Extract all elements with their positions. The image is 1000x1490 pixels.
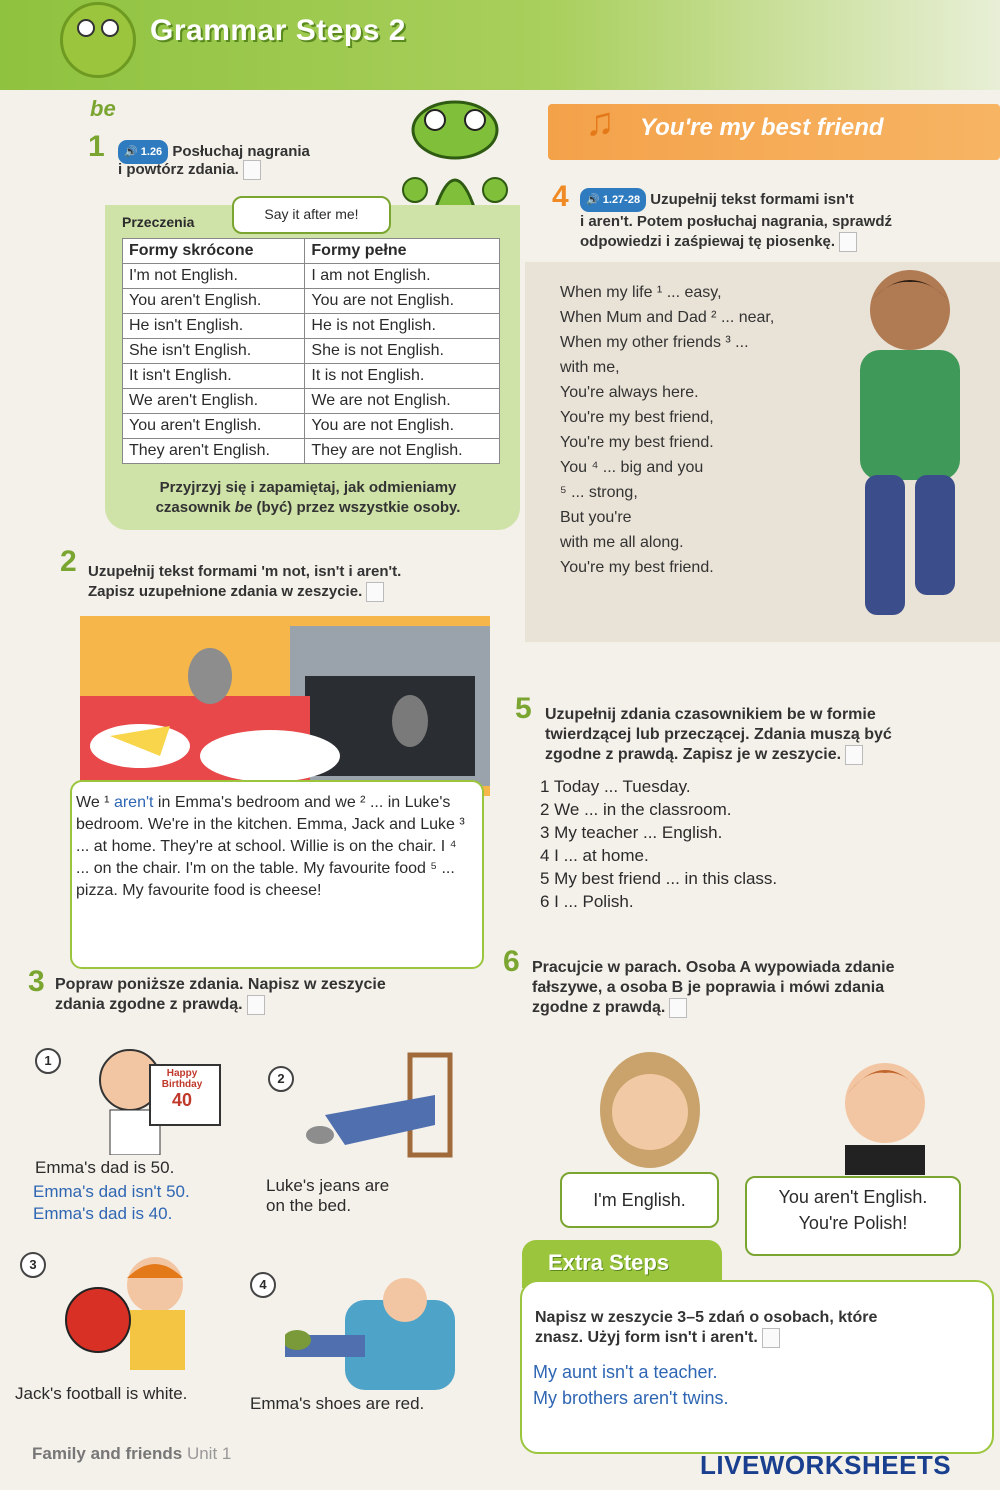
table-cell: It is not English. bbox=[305, 364, 500, 389]
pic-caption: Luke's jeans are on the bed. bbox=[266, 1176, 390, 1215]
grammar-note: Przyjrzyj się i zapamiętaj, jak odmieniamy czasownik be (być) przez wszystkie osoby. bbox=[155, 479, 461, 516]
ex5-number: 5 bbox=[515, 692, 532, 725]
list-item: 3 My teacher ... English. bbox=[540, 823, 723, 842]
audio-icon[interactable]: 🔊 1.27-28 bbox=[580, 188, 646, 212]
song-lyrics bbox=[560, 280, 774, 580]
table-cell: She is not English. bbox=[305, 339, 500, 364]
story-text: We ¹ aren't in Emma's bedroom and we ² ... in Luke's bedroom. We're in the kitchen. Emma, Jack and Luke ³ ... at home. They're at school. Willie is on the chair. I ⁴ ... on the chair. I'm on the table. My favourite food ⁵ ... pizza. My favourite food is cheese! bbox=[76, 794, 465, 899]
ex4-instruction: 🔊 1.27-28 Uzupełnij tekst formami isn't i aren't. Potem posłuchaj nagrania, sprawdź odpowiedzi i zaśpiewaj tę piosenkę. bbox=[580, 188, 990, 252]
kitchen-illustration bbox=[80, 616, 490, 796]
notebook-icon bbox=[366, 582, 384, 602]
ex2-instruction: Uzupełnij tekst formami 'm not, isn't i aren't. Zapisz uzupełnione zdania w zeszycie. bbox=[88, 562, 401, 602]
page-title: Grammar Steps 2 bbox=[150, 14, 406, 47]
notebook-icon bbox=[845, 745, 863, 765]
lyric-line: You're my best friend, bbox=[560, 409, 714, 426]
boy2-photo bbox=[835, 1045, 935, 1175]
boy-photo bbox=[830, 260, 980, 630]
lyric-line: When Mum and Dad ² ... near, bbox=[560, 309, 775, 326]
birthday-sign: Happy Birthday 40 bbox=[161, 1068, 203, 1110]
extra-steps-title: Extra Steps bbox=[548, 1250, 670, 1275]
notebook-icon bbox=[839, 232, 857, 252]
lyric-line: When my life ¹ ... easy, bbox=[560, 284, 722, 301]
lyric-line: When my other friends ³ ... bbox=[560, 334, 749, 351]
pic-number: 1 bbox=[35, 1048, 61, 1074]
song-title: You're my best friend bbox=[640, 114, 884, 141]
ex1-instruction: 🔊 1.26 Posłuchaj nagrania bbox=[118, 140, 310, 164]
audio-icon[interactable]: 🔊 1.26 bbox=[118, 140, 168, 164]
pic-number: 3 bbox=[20, 1252, 46, 1278]
col-header: Formy pełne bbox=[305, 239, 500, 264]
table-cell: I'm not English. bbox=[123, 264, 305, 289]
notebook-icon bbox=[762, 1328, 780, 1348]
table-cell: He isn't English. bbox=[123, 314, 305, 339]
jeans-illustration bbox=[285, 1045, 460, 1165]
list-item: 1 Today ... Tuesday. bbox=[540, 777, 691, 796]
notebook-icon bbox=[247, 995, 265, 1015]
mascot-icon bbox=[60, 2, 136, 78]
ex3-instruction: Popraw poniższe zdania. Napisz w zeszycie zdania zgodne z prawdą. bbox=[55, 976, 386, 1014]
lyric-line: You ⁴ ... big and you bbox=[560, 459, 704, 476]
extra-example: My brothers aren't twins. bbox=[533, 1388, 729, 1408]
lyric-line: You're my best friend. bbox=[560, 434, 714, 451]
table-cell: You are not English. bbox=[305, 289, 500, 314]
pic-number: 4 bbox=[250, 1272, 276, 1298]
ex6-instruction: Pracujcie w parach. Osoba A wypowiada zdanie fałszywe, a osoba B je poprawia i mówi zdania zgodne z prawdą. bbox=[532, 959, 895, 1017]
table-label: Przeczenia bbox=[122, 214, 195, 230]
table-cell: You are not English. bbox=[305, 414, 500, 439]
football-illustration bbox=[60, 1250, 210, 1380]
speak-icon bbox=[669, 998, 687, 1018]
list-item: 5 My best friend ... in this class. bbox=[540, 869, 778, 888]
shoes-illustration bbox=[285, 1270, 460, 1395]
extra-instruction: Napisz w zeszycie 3–5 zdań o osobach, które znasz. Użyj form isn't i aren't. bbox=[535, 1309, 878, 1347]
table-cell: He is not English. bbox=[305, 314, 500, 339]
lyric-line: with me all along. bbox=[560, 534, 684, 551]
table-cell: We aren't English. bbox=[123, 389, 305, 414]
table-cell: They aren't English. bbox=[123, 439, 305, 464]
ex2-number: 2 bbox=[60, 545, 77, 578]
lyric-line: But you're bbox=[560, 509, 632, 526]
table-cell: You aren't English. bbox=[123, 289, 305, 314]
pic-caption: Jack's football is white. bbox=[15, 1384, 188, 1403]
table-cell: You aren't English. bbox=[123, 414, 305, 439]
table-cell: They are not English. bbox=[305, 439, 500, 464]
section-label: be bbox=[90, 96, 116, 121]
table-cell: She isn't English. bbox=[123, 339, 305, 364]
footer-label: Family and friends Unit 1 bbox=[32, 1444, 232, 1463]
list-item: 6 I ... Polish. bbox=[540, 892, 634, 911]
pic-number: 2 bbox=[268, 1066, 294, 1092]
speak-icon bbox=[243, 160, 261, 180]
ex5-instruction: Uzupełnij zdania czasownikiem be w formie twierdzącej lub przeczącej. Zdania muszą być zgodne z prawdą. Zapisz je w zeszycie. bbox=[545, 706, 892, 764]
lyric-line: with me, bbox=[560, 359, 620, 376]
extra-example: My aunt isn't a teacher. bbox=[533, 1362, 718, 1382]
grammar-table bbox=[122, 238, 500, 464]
pic-caption: Emma's shoes are red. bbox=[250, 1394, 425, 1413]
table-cell: We are not English. bbox=[305, 389, 500, 414]
girl-photo bbox=[595, 1050, 705, 1180]
table-cell: I am not English. bbox=[305, 264, 500, 289]
lyric-line: You're my best friend. bbox=[560, 559, 714, 576]
ex5-list bbox=[540, 775, 777, 913]
pic-caption: Emma's dad is 50. bbox=[35, 1158, 175, 1177]
answer-text: Emma's dad is 40. bbox=[33, 1204, 173, 1223]
lyric-line: ⁵ ... strong, bbox=[560, 484, 638, 501]
boy-speech-bubble: You aren't English. You're Polish! bbox=[745, 1176, 961, 1256]
answer-text: Emma's dad isn't 50. bbox=[33, 1182, 190, 1201]
list-item: 4 I ... at home. bbox=[540, 846, 649, 865]
music-note-icon: ♫ bbox=[585, 100, 615, 144]
ex4-number: 4 bbox=[552, 180, 569, 213]
table-cell: It isn't English. bbox=[123, 364, 305, 389]
ex3-number: 3 bbox=[28, 965, 45, 998]
girl-speech-bubble: I'm English. bbox=[560, 1172, 719, 1228]
ex1-instruction-2: i powtórz zdania. bbox=[118, 160, 261, 180]
list-item: 2 We ... in the classroom. bbox=[540, 800, 732, 819]
col-header: Formy skrócone bbox=[123, 239, 305, 264]
ex1-number: 1 bbox=[88, 130, 105, 163]
ex6-number: 6 bbox=[503, 945, 520, 978]
watermark: LIVEWORKSHEETS bbox=[700, 1450, 952, 1480]
speech-bubble: Say it after me! bbox=[232, 196, 391, 234]
lyric-line: You're always here. bbox=[560, 384, 699, 401]
